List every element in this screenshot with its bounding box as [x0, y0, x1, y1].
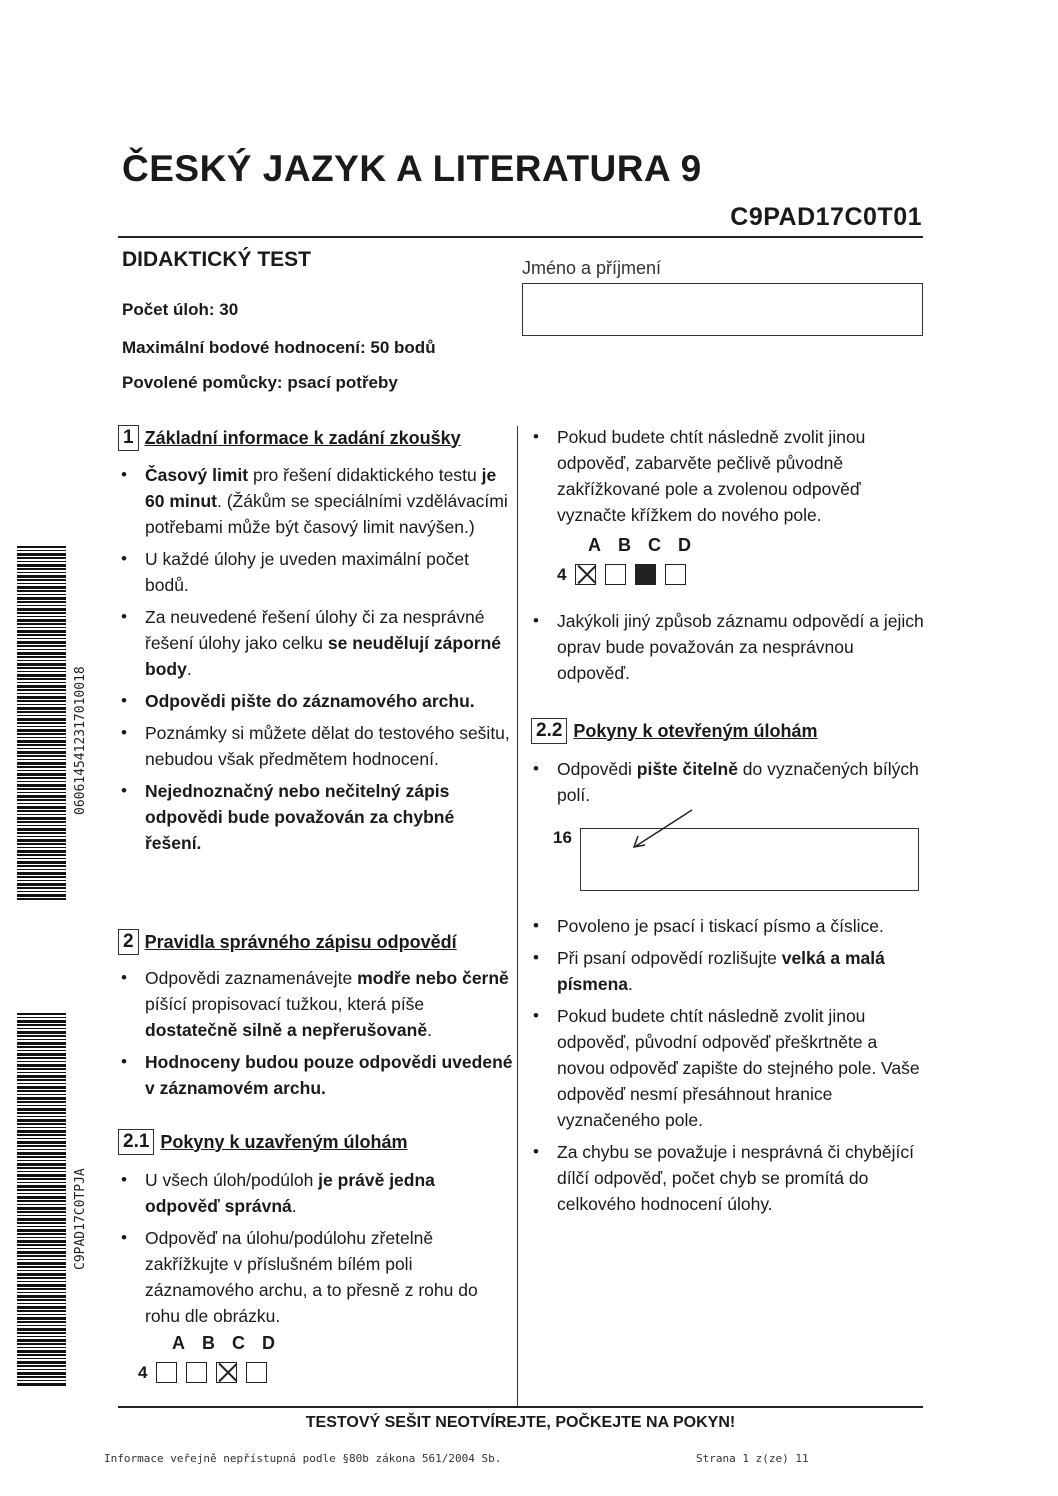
section-1-list [118, 462, 513, 862]
right-list-top [530, 424, 925, 534]
section-2-1-list [118, 1167, 513, 1335]
section-number: 2.2 [531, 718, 567, 744]
list-item: • Odpověď na úlohu/podúlohu zřetelně zakřížkujte v příslušném bílém poli záznamového archu, a to přesně z rohu do rohu dle obrázku. [118, 1225, 513, 1329]
section-2-1-heading [118, 1129, 408, 1155]
section-number: 1 [118, 425, 139, 451]
letter-c: C [648, 535, 661, 555]
column-separator [517, 426, 518, 1408]
row-number: 4 [138, 1362, 148, 1382]
example-letters-2 [588, 535, 691, 556]
list-item: • Odpovědi zaznamenávejte modře nebo černě píšící propisovací tužkou, která píše dostatečně silně a nepřerušovaně. [118, 965, 513, 1043]
barcode-1-text: 0606145412317010018 [73, 666, 88, 815]
letter-c: C [232, 1333, 245, 1353]
checkbox-c-crossed [216, 1362, 237, 1383]
barcode-1 [17, 546, 66, 902]
checkbox-d [246, 1362, 267, 1383]
example-checkbox-row [138, 1362, 267, 1383]
name-label: Jméno a příjmení [522, 258, 662, 278]
barcode-2-text: C9PAD17C0TPJA [73, 1168, 88, 1270]
list-item: • Hodnoceny budou pouze odpovědi uvedené v záznamovém archu. [118, 1049, 513, 1101]
letter-b: B [618, 535, 631, 555]
right-list-mid [530, 608, 925, 692]
checkbox-b [605, 564, 626, 585]
section-2-2-list-top [530, 756, 925, 814]
section-title: Pokyny k otevřeným úlohám [573, 720, 818, 741]
section-2-2-list-bottom [530, 913, 925, 1223]
example-task-number: 16 [553, 828, 572, 847]
list-item: • Časový limit pro řešení didaktického testu je 60 minut. (Žákům se speciálními vzdělávacími potřebami může být časový limit navýšen.) [118, 462, 513, 540]
list-item: • Odpovědi pište čitelně do vyznačených bílých polí. [530, 756, 925, 808]
section-title: Základní informace k zadání zkoušky [144, 427, 461, 448]
list-item: • Za chybu se považuje i nesprávná či chybějící dílčí odpověď, počet chyb se promítá do celkového hodnocení úlohy. [530, 1139, 925, 1217]
list-item: • Pokud budete chtít následně zvolit jinou odpověď, původní odpověď přeškrtněte a novou odpověď zapište do stejného pole. Vaše odpověď nesmí přesáhnout hranice vyznačeného pole. [530, 1003, 925, 1133]
checkbox-d [665, 564, 686, 585]
max-points: Maximální bodové hodnocení: 50 bodů [122, 338, 436, 357]
footer-legal: Informace veřejně nepřístupná podle §80b zákona 561/2004 Sb. [104, 1452, 502, 1465]
letter-a: A [172, 1333, 185, 1353]
example-checkbox-row-2 [557, 564, 686, 585]
list-item: • Povoleno je psací i tiskací písmo a číslice. [530, 913, 925, 939]
task-count: Počet úloh: 30 [122, 300, 239, 319]
page-title: ČESKÝ JAZYK A LITERATURA 9 [122, 148, 702, 189]
checkbox-a-crossed [575, 564, 596, 585]
section-title: Pravidla správného zápisu odpovědí [144, 931, 457, 952]
section-title: Pokyny k uzavřeným úlohám [160, 1131, 408, 1152]
letter-d: D [678, 535, 691, 555]
checkbox-c-filled [635, 564, 656, 585]
test-code: C9PAD17C0T01 [730, 203, 922, 231]
checkbox-b [186, 1362, 207, 1383]
name-field[interactable] [522, 283, 923, 336]
page-number: Strana 1 z(ze) 11 [696, 1452, 809, 1465]
letter-b: B [202, 1333, 215, 1353]
header-divider [118, 236, 923, 238]
checkbox-a [156, 1362, 177, 1383]
list-item: • Za neuvedené řešení úlohy či za nesprávné řešení úlohy jako celku se neudělují záporné body. [118, 604, 513, 682]
test-subtitle: DIDAKTICKÝ TEST [122, 248, 311, 271]
section-number: 2.1 [118, 1129, 154, 1155]
list-item: • Poznámky si můžete dělat do testového sešitu, nebudou však předmětem hodnocení. [118, 720, 513, 772]
example-letters [172, 1333, 275, 1354]
section-2-2-heading [531, 718, 818, 744]
list-item: • Jakýkoli jiný způsob záznamu odpovědí a jejich oprav bude považován za nesprávnou odpověď. [530, 608, 925, 686]
list-item: • Odpovědi pište do záznamového archu. [118, 688, 513, 714]
footer-warning: TESTOVÝ SEŠIT NEOTVÍREJTE, POČKEJTE NA POKYN! [305, 1414, 736, 1431]
section-number: 2 [118, 929, 139, 955]
section-1-heading [118, 425, 461, 451]
section-2-heading [118, 929, 457, 955]
row-number: 4 [557, 564, 567, 584]
letter-d: D [262, 1333, 275, 1353]
list-item: • Pokud budete chtít následně zvolit jinou odpověď, zabarvěte pečlivě původně zakřížkované pole a zvolenou odpověď vyznačte křížkem do nového pole. [530, 424, 925, 528]
section-2-list [118, 965, 513, 1107]
footer-divider [118, 1406, 923, 1408]
list-item: • Při psaní odpovědí rozlišujte velká a malá písmena. [530, 945, 925, 997]
list-item: • U všech úloh/podúloh je právě jedna odpověď správná. [118, 1167, 513, 1219]
list-item: • U každé úlohy je uveden maximální počet bodů. [118, 546, 513, 598]
list-item: • Nejednoznačný nebo nečitelný zápis odpovědi bude považován za chybné řešení. [118, 778, 513, 856]
letter-a: A [588, 535, 601, 555]
arrow-icon [628, 806, 698, 852]
allowed-tools: Povolené pomůcky: psací potřeby [122, 373, 398, 392]
barcode-2 [17, 1013, 66, 1387]
